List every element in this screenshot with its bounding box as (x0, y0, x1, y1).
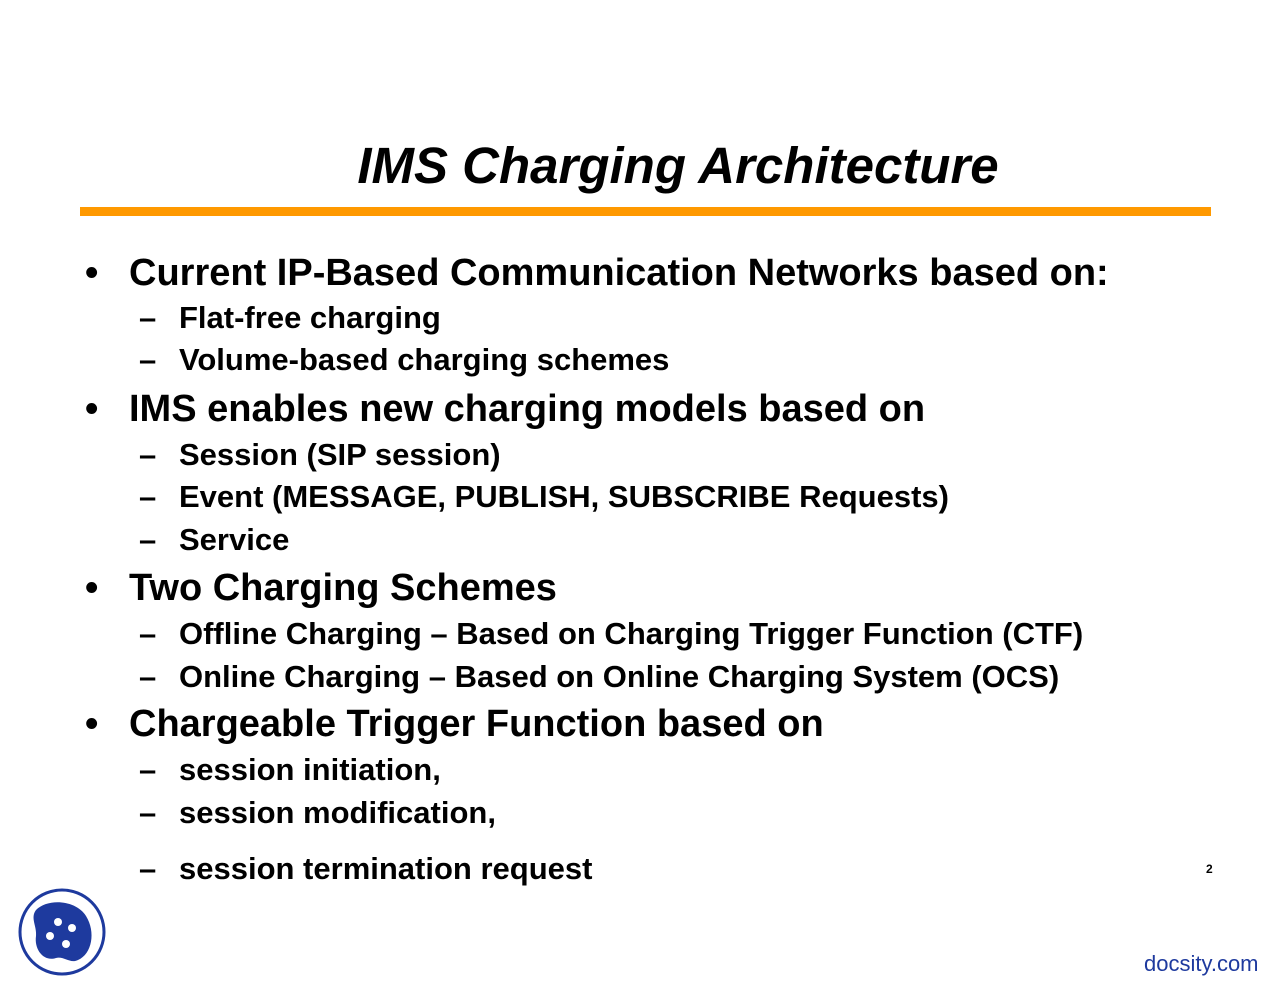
sub-bullet-text: Offline Charging – Based on Charging Trigger Function (CTF) (179, 616, 1084, 651)
sub-bullet-text: Online Charging – Based on Online Charging System (OCS) (179, 659, 1060, 694)
sub-bullet-text: session modification, (179, 795, 496, 830)
sub-bullet-item (139, 341, 669, 379)
sub-bullet-item (139, 299, 441, 337)
bullet-dot: • (85, 703, 99, 745)
bullet-text: Chargeable Trigger Function based on (129, 703, 824, 745)
sub-bullet-text: Flat-free charging (179, 300, 441, 335)
watermark-link[interactable]: docsity.com (1144, 951, 1259, 976)
sub-bullet-item (139, 478, 949, 516)
bullet-dot: • (85, 252, 99, 294)
sub-bullet-dash: – (139, 851, 157, 886)
sub-bullet-dash: – (139, 437, 157, 472)
sub-bullet-text: Service (179, 522, 290, 557)
sub-bullet-dash: – (139, 342, 157, 377)
sub-bullet-item (139, 850, 592, 888)
sub-bullet-text: Volume-based charging schemes (179, 342, 670, 377)
bullet-dot: • (85, 567, 99, 609)
bullet-item (85, 566, 557, 610)
sub-bullet-item (139, 658, 1059, 696)
sub-bullet-dash: – (139, 479, 157, 514)
sub-bullet-item (139, 436, 501, 474)
sub-bullet-item (139, 794, 496, 832)
sub-bullet-dash: – (139, 659, 157, 694)
bullet-item (85, 702, 824, 746)
bullet-text: IMS enables new charging models based on (129, 388, 926, 430)
sub-bullet-dash: – (139, 616, 157, 651)
bullet-text: Current IP-Based Communication Networks based on: (129, 252, 1109, 294)
bullet-item (85, 251, 1109, 295)
bullet-dot: • (85, 388, 99, 430)
sub-bullet-dash: – (139, 522, 157, 557)
sub-bullet-item (139, 615, 1083, 653)
sub-bullet-text: Event (MESSAGE, PUBLISH, SUBSCRIBE Requests) (179, 479, 949, 514)
sub-bullet-text: session termination request (179, 851, 593, 886)
sub-bullet-dash: – (139, 795, 157, 830)
sub-bullet-text: Session (SIP session) (179, 437, 501, 472)
sub-bullet-dash: – (139, 752, 157, 787)
page-number: 2 (1206, 862, 1213, 876)
bullet-item (85, 387, 925, 431)
sub-bullet-text: session initiation, (179, 752, 441, 787)
docsity-logo-icon (18, 888, 106, 976)
slide-title: IMS Charging Architecture (357, 137, 999, 194)
sub-bullet-item (139, 751, 441, 789)
bullet-text: Two Charging Schemes (129, 567, 557, 609)
sub-bullet-dash: – (139, 300, 157, 335)
sub-bullet-item (139, 521, 289, 559)
